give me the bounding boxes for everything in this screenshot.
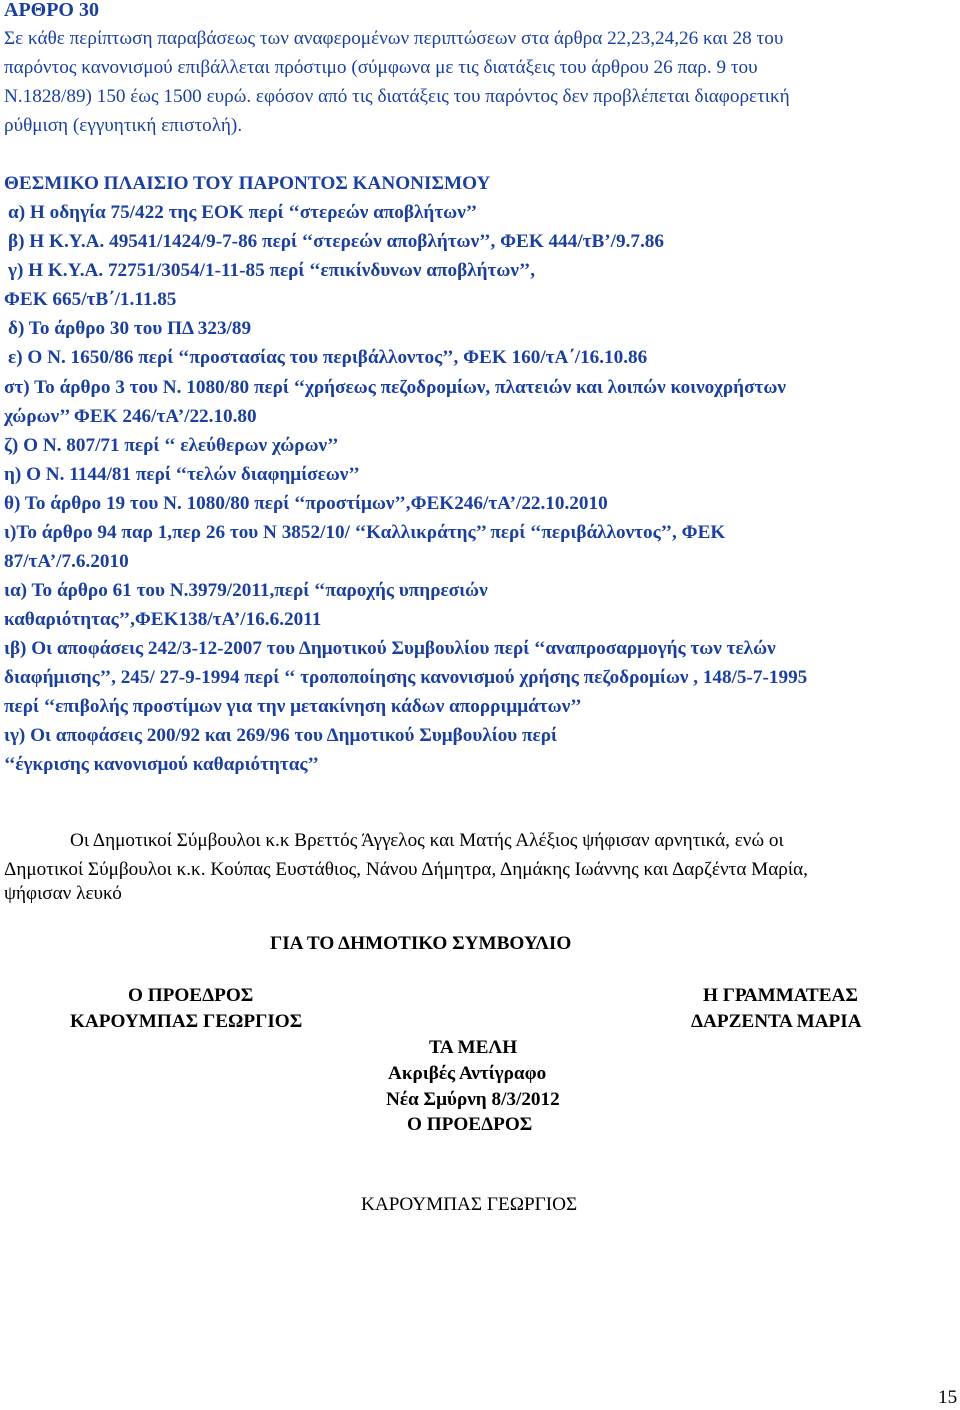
framework-item: ι)Το άρθρο 94 παρ 1,περ 26 του Ν 3852/10/ ‘‘Καλλικράτης’’ περί ‘‘περιβάλλοντος’’, ΦΕΚ: [4, 522, 726, 543]
president-title-2: Ο ΠΡΟΕΔΡΟΣ: [407, 1114, 533, 1135]
framework-item: ε) Ο Ν. 1650/86 περί ‘‘προστασίας του περιβάλλοντος’’, ΦΕΚ 160/τΑ΄/16.10.86: [8, 347, 648, 368]
secretary-name: ΔΑΡΖΕΝΤΑ ΜΑΡΙΑ: [691, 1011, 862, 1032]
vote-line: Δημοτικοί Σύμβουλοι κ.κ. Κούπας Ευστάθιος, Νάνου Δήμητρα, Δημάκης Ιωάννης και Δαρζέντα Μαρία,: [4, 859, 808, 880]
certified-copy: Ακριβές Αντίγραφο: [388, 1063, 547, 1084]
framework-item: καθαριότητας’’,ΦΕΚ138/τΑ’/16.6.2011: [4, 609, 322, 630]
final-signature-name: ΚΑΡΟΥΜΠΑΣ ΓΕΩΡΓΙΟΣ: [361, 1194, 578, 1215]
framework-item: β) Η Κ.Υ.Α. 49541/1424/9-7-86 περί ‘‘στερεών αποβλήτων’’, ΦΕΚ 444/τΒ’/9.7.86: [8, 231, 664, 252]
president-title: Ο ΠΡΟΕΔΡΟΣ: [128, 985, 254, 1006]
framework-item: ιβ) Οι αποφάσεις 242/3-12-2007 του Δημοτικού Συμβουλίου περί ‘‘αναπροσαρμογής των τελών: [4, 638, 776, 659]
place-date: Νέα Σμύρνη 8/3/2012: [386, 1089, 560, 1110]
framework-item: χώρων’’ ΦΕΚ 246/τΑ’/22.10.80: [4, 406, 257, 427]
framework-item: η) Ο Ν. 1144/81 περί ‘‘τελών διαφημίσεων’’: [4, 464, 360, 485]
framework-item: διαφήμισης’’, 245/ 27-9-1994 περί ‘‘ τροποποίησης κανονισμού χρήσης πεζοδρομίων , 148/5-7-1995: [4, 667, 808, 688]
framework-item: στ) Το άρθρο 3 του Ν. 1080/80 περί ‘‘χρήσεως πεζοδρομίων, πλατειών και λοιπών κοινοχρήστων: [4, 377, 786, 398]
framework-item: ια) Το άρθρο 61 του Ν.3979/2011,περί ‘‘παροχής υπηρεσιών: [4, 580, 488, 601]
members-title: ΤΑ ΜΕΛΗ: [429, 1037, 518, 1058]
framework-item: 87/τΑ’/7.6.2010: [4, 551, 129, 572]
framework-item: γ) Η Κ.Υ.Α. 72751/3054/1-11-85 περί ‘‘επικίνδυνων αποβλήτων’’,: [8, 260, 536, 281]
framework-item: ΦΕΚ 665/τΒ΄/1.11.85: [4, 289, 177, 310]
framework-item: ‘‘έγκρισης κανονισμού καθαριότητας’’: [4, 754, 319, 775]
vote-line: Οι Δημοτικοί Σύμβουλοι κ.κ Βρεττός Άγγελος και Ματής Αλέξιος ψήφισαν αρνητικά, ενώ οι: [70, 830, 784, 851]
framework-item: α) Η οδηγία 75/422 της ΕΟΚ περί ‘‘στερεών αποβλήτων’’: [8, 202, 478, 223]
secretary-title: Η ΓΡΑΜΜΑΤΕΑΣ: [703, 985, 858, 1006]
article-paragraph-line: Σε κάθε περίπτωση παραβάσεως των αναφερομένων περιπτώσεων στα άρθρα 22,23,24,26 και 28 του: [4, 28, 784, 49]
vote-line: ψήφισαν λευκό: [4, 883, 122, 904]
framework-item: ιγ) Οι αποφάσεις 200/92 και 269/96 του Δημοτικού Συμβουλίου περί: [4, 725, 557, 746]
framework-item: ζ) Ο Ν. 807/71 περί ‘‘ ελεύθερων χώρων’’: [4, 435, 339, 456]
framework-item: δ) Το άρθρο 30 του ΠΔ 323/89: [8, 318, 252, 339]
president-name: ΚΑΡΟΥΜΠΑΣ ΓΕΩΡΓΙΟΣ: [70, 1011, 303, 1032]
framework-item: περί ‘‘επιβολής προστίμων για την μετακίνηση κάδων απορριμμάτων’’: [4, 696, 582, 717]
article-paragraph-line: παρόντος κανονισμού επιβάλλεται πρόστιμο (σύμφωνα με τις διατάξεις του άρθρου 26 παρ. 9 του: [4, 57, 758, 78]
article-heading: ΑΡΘΡΟ 30: [4, 0, 99, 21]
article-paragraph-line: Ν.1828/89) 150 έως 1500 ευρώ. εφόσον από τις διατάξεις του παρόντος δεν προβλέπεται διαφορετική: [4, 86, 790, 107]
framework-heading: ΘΕΣΜΙΚΟ ΠΛΑΙΣΙΟ ΤΟΥ ΠΑΡΟΝΤΟΣ ΚΑΝΟΝΙΣΜΟΥ: [4, 173, 491, 194]
article-paragraph-line: ρύθμιση (εγγυητική επιστολή).: [4, 115, 243, 136]
page-number: 15: [938, 1387, 958, 1408]
council-title: ΓΙΑ ΤΟ ΔΗΜΟΤΙΚΟ ΣΥΜΒΟΥΛΙΟ: [270, 933, 572, 954]
framework-item: θ) Το άρθρο 19 του Ν. 1080/80 περί ‘‘προστίμων’’,ΦΕΚ246/τΑ’/22.10.2010: [4, 493, 608, 514]
